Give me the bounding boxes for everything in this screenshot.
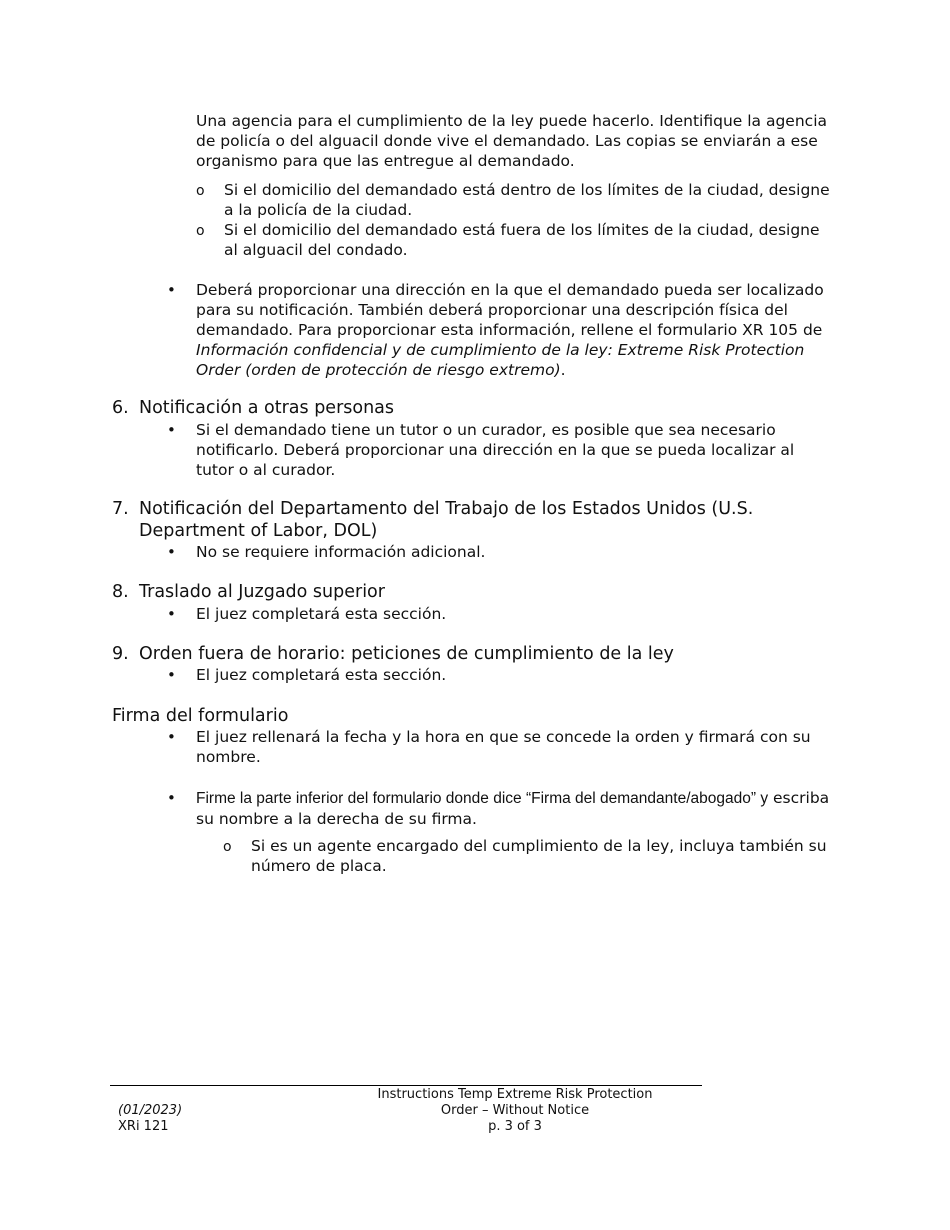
section-title: Notificación del Departamento del Trabajo de los Estados Unidos (U.S. Department of Labor, DOL) <box>139 499 754 541</box>
bullet-text: El juez completará esta sección. <box>196 605 447 623</box>
bullet-text: No se requiere información adicional. <box>196 543 486 561</box>
intro-sub-item-text: Si el domicilio del demandado está fuera de los límites de la ciudad, designe al alguacil del condado. <box>224 221 820 259</box>
section-title: Notificación a otras personas <box>139 398 395 418</box>
bullet-icon: • <box>167 605 176 623</box>
section-number: 8. <box>112 582 129 602</box>
footer-date: (01/2023) <box>118 1103 183 1118</box>
signature-bullet-1 <box>167 727 836 767</box>
bullet-icon: • <box>167 281 176 299</box>
circle-bullet-icon: o <box>223 839 232 855</box>
address-bullet <box>167 280 836 380</box>
section-7-bullet <box>167 542 836 562</box>
section-number: 9. <box>112 644 129 664</box>
intro-paragraph: Una agencia para el cumplimiento de la ley puede hacerlo. Identifique la agencia de policía o del alguacil donde vive el demandado. Las copias se enviarán a ese organismo para que las entregue al demandado. <box>196 112 827 170</box>
signature-heading <box>112 705 837 727</box>
section-title: Orden fuera de horario: peticiones de cumplimiento de la ley <box>139 644 674 664</box>
section-8-heading <box>112 581 837 603</box>
section-number: 6. <box>112 398 129 418</box>
form-title-italic: Información confidencial y de cumplimiento de la ley: Extreme Risk Protection Order (orden de protección de riesgo extremo) <box>196 341 805 379</box>
bullet-text: El juez rellenará la fecha y la hora en que se concede la orden y firmará con su nombre. <box>196 728 811 766</box>
intro-sub-item-1 <box>196 180 834 220</box>
circle-bullet-icon: o <box>196 223 205 239</box>
bullet-text-rest: escriba su nombre a la derecha de su firma. <box>196 789 830 828</box>
bullet-text-first-line: Firme la parte inferior del formulario donde dice “Firma del demandante/abogado” y <box>196 790 769 807</box>
bullet-icon: • <box>167 728 176 746</box>
bullet-text: Si el demandado tiene un tutor o un curador, es posible que sea necesario notificarlo. Deberá proporcionar una dirección en la que se pueda localizar al tutor o al curador. <box>196 421 795 479</box>
footer-form-info <box>118 1103 182 1135</box>
section-9-bullet <box>167 665 836 685</box>
address-bullet-text: Deberá proporcionar una dirección en la que el demandado pueda ser localizado para su notificación. También deberá proporcionar una descripción física del demandado. Para proporcionar esta información, rellene el formulario XR 105 de <box>196 281 824 339</box>
intro-sub-item-2 <box>196 220 834 260</box>
intro-sub-item-text: Si el domicilio del demandado está dentro de los límites de la ciudad, designe a la policía de la ciudad. <box>224 181 830 219</box>
section-7-heading <box>112 498 837 542</box>
address-bullet-end: . <box>560 361 566 379</box>
footer-title-line-2: Order – Without Notice <box>440 1103 590 1118</box>
footer-title <box>330 1087 700 1135</box>
section-title: Firma del formulario <box>112 706 289 726</box>
bullet-icon: • <box>167 789 176 807</box>
circle-bullet-icon: o <box>196 183 205 199</box>
footer-page-number: p. 3 of 3 <box>488 1119 542 1134</box>
section-number: 7. <box>112 499 129 519</box>
section-6-heading <box>112 397 837 419</box>
footer-title-line-1: Instructions Temp Extreme Risk Protection <box>377 1087 653 1102</box>
footer-divider <box>110 1085 702 1086</box>
section-6-bullet <box>167 420 836 480</box>
bullet-text: El juez completará esta sección. <box>196 666 447 684</box>
bullet-icon: • <box>167 666 176 684</box>
section-title: Traslado al Juzgado superior <box>139 582 385 602</box>
section-8-bullet <box>167 604 836 624</box>
footer-form-id: XRi 121 <box>118 1119 169 1134</box>
section-9-heading <box>112 643 837 665</box>
signature-bullet-2 <box>167 788 836 829</box>
signature-sub-item <box>223 836 836 876</box>
sub-item-text: Si es un agente encargado del cumplimiento de la ley, incluya también su número de placa. <box>251 837 827 875</box>
bullet-icon: • <box>167 421 176 439</box>
bullet-icon: • <box>167 543 176 561</box>
